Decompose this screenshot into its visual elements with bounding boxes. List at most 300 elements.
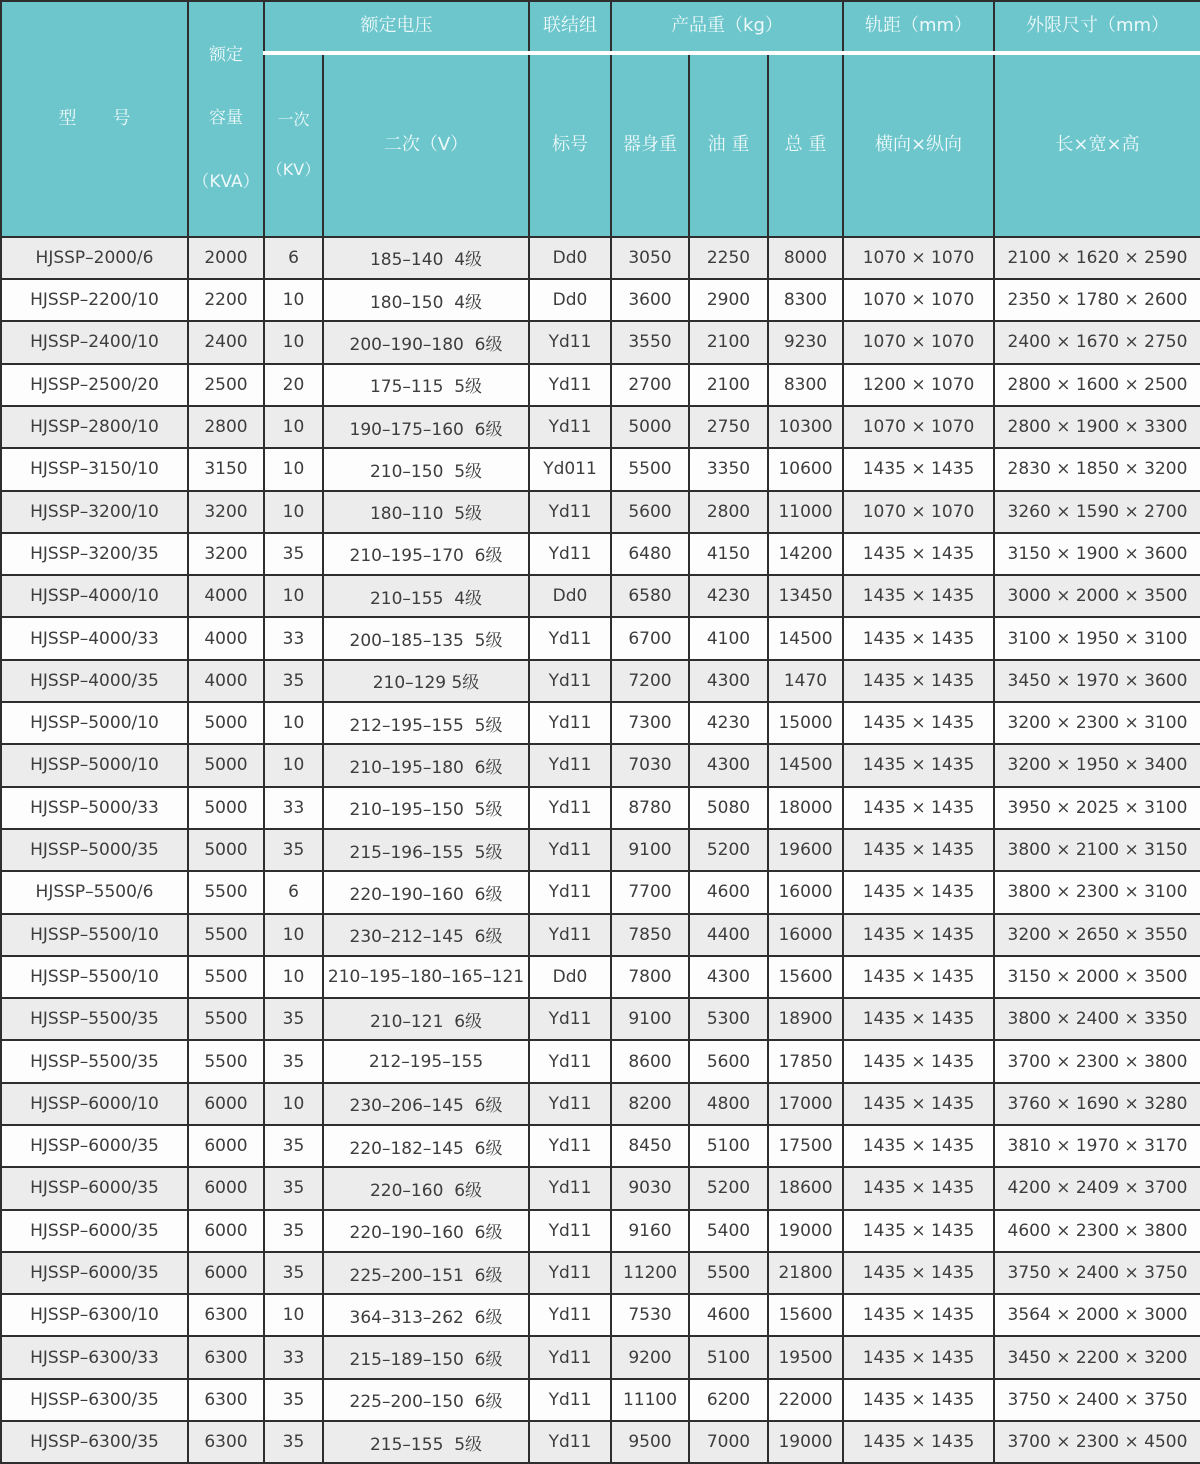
cell-model: HJSSP–6000/35 [1,1210,188,1252]
cell-total-weight: 21800 [768,1252,843,1294]
cell-outer-dimensions: 2400 × 1670 × 2750 [994,321,1200,363]
table-body [1,237,1200,1464]
cell-secondary-v: 180–150 4级 [323,279,529,321]
cell-vector-group: Yd11 [529,660,611,702]
cell-oil-weight: 4300 [689,660,768,702]
cell-outer-dimensions: 3700 × 2300 × 4500 [994,1421,1200,1463]
cell-body-weight: 2700 [611,364,689,406]
cell-secondary-v: 200–185–135 5级 [323,617,529,659]
cell-rated-capacity: 4000 [188,617,264,659]
cell-secondary-v: 220–160 6级 [323,1167,529,1209]
cell-oil-weight: 5200 [689,1167,768,1209]
table-row [1,533,1200,575]
cell-track-gauge: 1435 × 1435 [843,1379,994,1421]
table-row [1,406,1200,448]
cell-rated-capacity: 6000 [188,1083,264,1125]
table-row [1,1252,1200,1294]
cell-outer-dimensions: 3810 × 1970 × 3170 [994,1125,1200,1167]
cell-oil-weight: 4150 [689,533,768,575]
cell-vector-group: Yd11 [529,998,611,1040]
cell-outer-dimensions: 3100 × 1950 × 3100 [994,617,1200,659]
cell-secondary-v: 210–155 4级 [323,575,529,617]
cell-total-weight: 14500 [768,744,843,786]
cell-total-weight: 11000 [768,491,843,533]
table-row [1,1167,1200,1209]
cell-outer-dimensions: 3000 × 2000 × 3500 [994,575,1200,617]
cell-secondary-v: 175–115 5级 [323,364,529,406]
cell-model: HJSSP–3150/10 [1,448,188,490]
cell-model: HJSSP–3200/10 [1,491,188,533]
cell-oil-weight: 4600 [689,1294,768,1336]
cell-track-gauge: 1070 × 1070 [843,321,994,363]
cell-model: HJSSP–6000/10 [1,1083,188,1125]
cell-primary-kv: 10 [264,1083,323,1125]
cell-body-weight: 7200 [611,660,689,702]
cell-rated-capacity: 5500 [188,871,264,913]
cell-model: HJSSP–2400/10 [1,321,188,363]
cell-vector-group: Yd11 [529,914,611,956]
table-row [1,744,1200,786]
col-header-secondary-v: 二次（V） [323,53,529,237]
cell-oil-weight: 4230 [689,575,768,617]
col-header-primary-kv-line2: （KV） [266,160,321,180]
col-header-dims-sub: 长×宽×高 [994,53,1200,237]
table-row [1,956,1200,998]
cell-model: HJSSP–6000/35 [1,1125,188,1167]
cell-model: HJSSP–6300/35 [1,1379,188,1421]
cell-oil-weight: 5100 [689,1336,768,1378]
table-row [1,1379,1200,1421]
cell-track-gauge: 1435 × 1435 [843,1252,994,1294]
cell-body-weight: 9160 [611,1210,689,1252]
cell-rated-capacity: 5000 [188,702,264,744]
cell-model: HJSSP–5500/10 [1,956,188,998]
cell-vector-group: Yd11 [529,1040,611,1082]
cell-total-weight: 15000 [768,702,843,744]
cell-total-weight: 16000 [768,871,843,913]
col-header-rated-capacity [188,1,264,237]
cell-rated-capacity: 6300 [188,1294,264,1336]
cell-rated-capacity: 2800 [188,406,264,448]
cell-outer-dimensions: 3800 × 2400 × 3350 [994,998,1200,1040]
cell-total-weight: 14500 [768,617,843,659]
cell-track-gauge: 1435 × 1435 [843,787,994,829]
cell-secondary-v: 210–195–180–165–121 [323,956,529,998]
cell-primary-kv: 20 [264,364,323,406]
cell-total-weight: 19000 [768,1210,843,1252]
cell-primary-kv: 33 [264,787,323,829]
cell-track-gauge: 1435 × 1435 [843,448,994,490]
cell-rated-capacity: 6000 [188,1252,264,1294]
cell-rated-capacity: 2400 [188,321,264,363]
cell-rated-capacity: 6300 [188,1336,264,1378]
cell-track-gauge: 1435 × 1435 [843,1040,994,1082]
cell-secondary-v: 364–313–262 6级 [323,1294,529,1336]
cell-oil-weight: 5200 [689,829,768,871]
cell-oil-weight: 5600 [689,1040,768,1082]
cell-primary-kv: 35 [264,1421,323,1463]
cell-total-weight: 19600 [768,829,843,871]
cell-primary-kv: 10 [264,491,323,533]
cell-outer-dimensions: 3800 × 2300 × 3100 [994,871,1200,913]
cell-vector-group: Yd11 [529,1379,611,1421]
cell-body-weight: 7300 [611,702,689,744]
cell-vector-group: Yd11 [529,1210,611,1252]
cell-vector-group: Yd11 [529,1421,611,1463]
cell-primary-kv: 33 [264,617,323,659]
cell-secondary-v: 215–196–155 5级 [323,829,529,871]
table-row [1,702,1200,744]
cell-rated-capacity: 5000 [188,787,264,829]
cell-outer-dimensions: 2830 × 1850 × 3200 [994,448,1200,490]
cell-rated-capacity: 3200 [188,533,264,575]
cell-body-weight: 9100 [611,829,689,871]
cell-primary-kv: 35 [264,533,323,575]
cell-track-gauge: 1435 × 1435 [843,914,994,956]
cell-outer-dimensions: 2100 × 1620 × 2590 [994,237,1200,279]
cell-secondary-v: 225–200–151 6级 [323,1252,529,1294]
cell-body-weight: 3550 [611,321,689,363]
table-row [1,1125,1200,1167]
cell-total-weight: 15600 [768,1294,843,1336]
cell-outer-dimensions: 2800 × 1600 × 2500 [994,364,1200,406]
cell-rated-capacity: 6000 [188,1125,264,1167]
cell-primary-kv: 10 [264,1294,323,1336]
col-header-model: 型 号 [1,1,188,237]
cell-primary-kv: 10 [264,744,323,786]
cell-primary-kv: 35 [264,660,323,702]
cell-body-weight: 7700 [611,871,689,913]
cell-rated-capacity: 2500 [188,364,264,406]
cell-primary-kv: 35 [264,1125,323,1167]
cell-rated-capacity: 3150 [188,448,264,490]
cell-secondary-v: 215–189–150 6级 [323,1336,529,1378]
cell-primary-kv: 10 [264,914,323,956]
cell-oil-weight: 2900 [689,279,768,321]
table-row [1,1336,1200,1378]
cell-secondary-v: 210–121 6级 [323,998,529,1040]
cell-secondary-v: 200–190–180 6级 [323,321,529,363]
cell-track-gauge: 1070 × 1070 [843,406,994,448]
cell-model: HJSSP–2500/20 [1,364,188,406]
cell-oil-weight: 4800 [689,1083,768,1125]
cell-outer-dimensions: 3760 × 1690 × 3280 [994,1083,1200,1125]
cell-outer-dimensions: 3564 × 2000 × 3000 [994,1294,1200,1336]
cell-track-gauge: 1070 × 1070 [843,491,994,533]
cell-model: HJSSP–5000/10 [1,702,188,744]
cell-track-gauge: 1435 × 1435 [843,533,994,575]
cell-oil-weight: 2100 [689,321,768,363]
col-header-rated-capacity-line2: 容量 [209,108,243,129]
cell-primary-kv: 10 [264,956,323,998]
cell-total-weight: 9230 [768,321,843,363]
cell-model: HJSSP–6000/35 [1,1252,188,1294]
cell-outer-dimensions: 3800 × 2100 × 3150 [994,829,1200,871]
cell-total-weight: 1470 [768,660,843,702]
cell-vector-group: Dd0 [529,956,611,998]
cell-total-weight: 17000 [768,1083,843,1125]
col-header-rated-capacity-line1: 额定 [209,44,243,65]
cell-outer-dimensions: 2800 × 1900 × 3300 [994,406,1200,448]
cell-rated-capacity: 6000 [188,1167,264,1209]
cell-outer-dimensions: 3450 × 1970 × 3600 [994,660,1200,702]
cell-primary-kv: 35 [264,998,323,1040]
cell-body-weight: 9100 [611,998,689,1040]
cell-primary-kv: 10 [264,702,323,744]
cell-primary-kv: 10 [264,575,323,617]
cell-track-gauge: 1200 × 1070 [843,364,994,406]
cell-body-weight: 7800 [611,956,689,998]
cell-vector-group: Yd11 [529,617,611,659]
cell-body-weight: 9200 [611,1336,689,1378]
cell-secondary-v: 230–206–145 6级 [323,1083,529,1125]
cell-body-weight: 7530 [611,1294,689,1336]
col-header-vector-group-top: 联结组 [529,1,611,53]
cell-oil-weight: 4100 [689,617,768,659]
cell-secondary-v: 220–190–160 6级 [323,1210,529,1252]
cell-outer-dimensions: 3950 × 2025 × 3100 [994,787,1200,829]
cell-rated-capacity: 3200 [188,491,264,533]
cell-secondary-v: 185–140 4级 [323,237,529,279]
cell-model: HJSSP–4000/10 [1,575,188,617]
cell-secondary-v: 220–182–145 6级 [323,1125,529,1167]
cell-model: HJSSP–5000/10 [1,744,188,786]
cell-body-weight: 11100 [611,1379,689,1421]
cell-rated-capacity: 6000 [188,1210,264,1252]
cell-vector-group: Yd11 [529,1294,611,1336]
cell-primary-kv: 10 [264,406,323,448]
cell-oil-weight: 5300 [689,998,768,1040]
cell-outer-dimensions: 2350 × 1780 × 2600 [994,279,1200,321]
col-header-rated-capacity-line3: （KVA） [192,172,260,192]
cell-vector-group: Yd11 [529,1125,611,1167]
table-row [1,787,1200,829]
cell-primary-kv: 33 [264,1336,323,1378]
cell-oil-weight: 4300 [689,744,768,786]
cell-outer-dimensions: 4600 × 2300 × 3800 [994,1210,1200,1252]
table-row [1,237,1200,279]
col-header-product-weight-group: 产品重（kg） [611,1,843,53]
table-row [1,998,1200,1040]
cell-rated-capacity: 4000 [188,575,264,617]
cell-vector-group: Yd11 [529,744,611,786]
cell-track-gauge: 1435 × 1435 [843,660,994,702]
cell-model: HJSSP–4000/33 [1,617,188,659]
table-row [1,321,1200,363]
cell-body-weight: 7030 [611,744,689,786]
table-header [1,1,1200,237]
table-row [1,829,1200,871]
table-row [1,1083,1200,1125]
cell-primary-kv: 10 [264,279,323,321]
cell-secondary-v: 230–212–145 6级 [323,914,529,956]
cell-total-weight: 16000 [768,914,843,956]
cell-body-weight: 8450 [611,1125,689,1167]
cell-total-weight: 18000 [768,787,843,829]
cell-body-weight: 11200 [611,1252,689,1294]
cell-rated-capacity: 6300 [188,1421,264,1463]
cell-oil-weight: 4300 [689,956,768,998]
cell-rated-capacity: 5500 [188,956,264,998]
cell-body-weight: 6700 [611,617,689,659]
cell-rated-capacity: 5500 [188,1040,264,1082]
cell-vector-group: Yd11 [529,1336,611,1378]
cell-rated-capacity: 5500 [188,914,264,956]
cell-primary-kv: 35 [264,1252,323,1294]
cell-vector-group: Yd11 [529,1252,611,1294]
col-header-vector-group-bottom: 标号 [529,53,611,237]
cell-secondary-v: 220–190–160 6级 [323,871,529,913]
cell-track-gauge: 1435 × 1435 [843,575,994,617]
cell-vector-group: Yd11 [529,321,611,363]
cell-total-weight: 15600 [768,956,843,998]
cell-vector-group: Dd0 [529,279,611,321]
cell-secondary-v: 215–155 5级 [323,1421,529,1463]
table-row [1,448,1200,490]
cell-outer-dimensions: 3750 × 2400 × 3750 [994,1379,1200,1421]
cell-rated-capacity: 2200 [188,279,264,321]
cell-track-gauge: 1435 × 1435 [843,1294,994,1336]
cell-track-gauge: 1435 × 1435 [843,744,994,786]
cell-outer-dimensions: 3150 × 1900 × 3600 [994,533,1200,575]
table-row [1,1040,1200,1082]
cell-vector-group: Yd11 [529,406,611,448]
table-row [1,491,1200,533]
cell-outer-dimensions: 3200 × 1950 × 3400 [994,744,1200,786]
cell-body-weight: 3050 [611,237,689,279]
table-row [1,617,1200,659]
cell-track-gauge: 1435 × 1435 [843,1125,994,1167]
cell-total-weight: 10600 [768,448,843,490]
cell-primary-kv: 35 [264,1040,323,1082]
cell-outer-dimensions: 3200 × 2300 × 3100 [994,702,1200,744]
cell-primary-kv: 35 [264,1210,323,1252]
col-header-primary-kv-line1: 一次 [277,109,310,129]
cell-secondary-v: 212–195–155 5级 [323,702,529,744]
cell-outer-dimensions: 3200 × 2650 × 3550 [994,914,1200,956]
cell-rated-capacity: 5000 [188,744,264,786]
cell-total-weight: 8000 [768,237,843,279]
col-header-track-gauge-group: 轨距（mm） [843,1,994,53]
cell-primary-kv: 6 [264,237,323,279]
cell-body-weight: 9500 [611,1421,689,1463]
col-header-gauge-sub: 横向×纵向 [843,53,994,237]
cell-oil-weight: 2100 [689,364,768,406]
cell-track-gauge: 1435 × 1435 [843,702,994,744]
cell-model: HJSSP–5500/35 [1,998,188,1040]
cell-body-weight: 8600 [611,1040,689,1082]
cell-secondary-v: 225–200–150 6级 [323,1379,529,1421]
cell-track-gauge: 1435 × 1435 [843,617,994,659]
cell-secondary-v: 210–129 5级 [323,660,529,702]
cell-track-gauge: 1435 × 1435 [843,1167,994,1209]
cell-rated-capacity: 4000 [188,660,264,702]
cell-body-weight: 7850 [611,914,689,956]
cell-outer-dimensions: 4200 × 2409 × 3700 [994,1167,1200,1209]
col-header-body-weight: 器身重 [611,53,689,237]
cell-vector-group: Yd11 [529,787,611,829]
cell-oil-weight: 5080 [689,787,768,829]
cell-total-weight: 17850 [768,1040,843,1082]
cell-track-gauge: 1070 × 1070 [843,279,994,321]
table-row [1,1294,1200,1336]
cell-track-gauge: 1435 × 1435 [843,956,994,998]
table-row [1,1210,1200,1252]
cell-secondary-v: 180–110 5级 [323,491,529,533]
cell-model: HJSSP–6300/35 [1,1421,188,1463]
cell-vector-group: Dd0 [529,575,611,617]
col-header-oil-weight: 油 重 [689,53,768,237]
cell-oil-weight: 6200 [689,1379,768,1421]
table-row [1,660,1200,702]
cell-model: HJSSP–5500/10 [1,914,188,956]
cell-track-gauge: 1435 × 1435 [843,829,994,871]
cell-secondary-v: 210–195–170 6级 [323,533,529,575]
cell-total-weight: 17500 [768,1125,843,1167]
table-row [1,279,1200,321]
cell-total-weight: 22000 [768,1379,843,1421]
cell-vector-group: Yd11 [529,533,611,575]
cell-model: HJSSP–5500/6 [1,871,188,913]
cell-primary-kv: 10 [264,321,323,363]
table-row [1,1421,1200,1463]
cell-body-weight: 9030 [611,1167,689,1209]
cell-body-weight: 8200 [611,1083,689,1125]
cell-rated-capacity: 5000 [188,829,264,871]
cell-total-weight: 19000 [768,1421,843,1463]
cell-model: HJSSP–2000/6 [1,237,188,279]
cell-secondary-v: 210–195–180 6级 [323,744,529,786]
cell-track-gauge: 1435 × 1435 [843,1083,994,1125]
cell-primary-kv: 35 [264,1379,323,1421]
cell-oil-weight: 2800 [689,491,768,533]
cell-total-weight: 8300 [768,364,843,406]
cell-outer-dimensions: 3700 × 2300 × 3800 [994,1040,1200,1082]
cell-model: HJSSP–6300/33 [1,1336,188,1378]
cell-body-weight: 5600 [611,491,689,533]
cell-total-weight: 10300 [768,406,843,448]
cell-track-gauge: 1435 × 1435 [843,1210,994,1252]
cell-body-weight: 5500 [611,448,689,490]
cell-model: HJSSP–5000/35 [1,829,188,871]
cell-secondary-v: 190–175–160 6级 [323,406,529,448]
cell-outer-dimensions: 3750 × 2400 × 3750 [994,1252,1200,1294]
cell-outer-dimensions: 3450 × 2200 × 3200 [994,1336,1200,1378]
cell-track-gauge: 1435 × 1435 [843,871,994,913]
col-header-rated-voltage-group: 额定电压 [264,1,529,53]
table-row [1,914,1200,956]
cell-model: HJSSP–5500/35 [1,1040,188,1082]
cell-track-gauge: 1070 × 1070 [843,237,994,279]
cell-oil-weight: 2250 [689,237,768,279]
cell-oil-weight: 4400 [689,914,768,956]
cell-track-gauge: 1435 × 1435 [843,1336,994,1378]
cell-total-weight: 13450 [768,575,843,617]
cell-outer-dimensions: 3150 × 2000 × 3500 [994,956,1200,998]
cell-oil-weight: 2750 [689,406,768,448]
cell-oil-weight: 3350 [689,448,768,490]
cell-track-gauge: 1435 × 1435 [843,1421,994,1463]
cell-total-weight: 18900 [768,998,843,1040]
cell-oil-weight: 4600 [689,871,768,913]
cell-model: HJSSP–6300/10 [1,1294,188,1336]
cell-rated-capacity: 6300 [188,1379,264,1421]
cell-primary-kv: 6 [264,871,323,913]
cell-model: HJSSP–5000/33 [1,787,188,829]
col-header-outer-dims-group: 外限尺寸（mm） [994,1,1200,53]
cell-total-weight: 8300 [768,279,843,321]
cell-total-weight: 14200 [768,533,843,575]
